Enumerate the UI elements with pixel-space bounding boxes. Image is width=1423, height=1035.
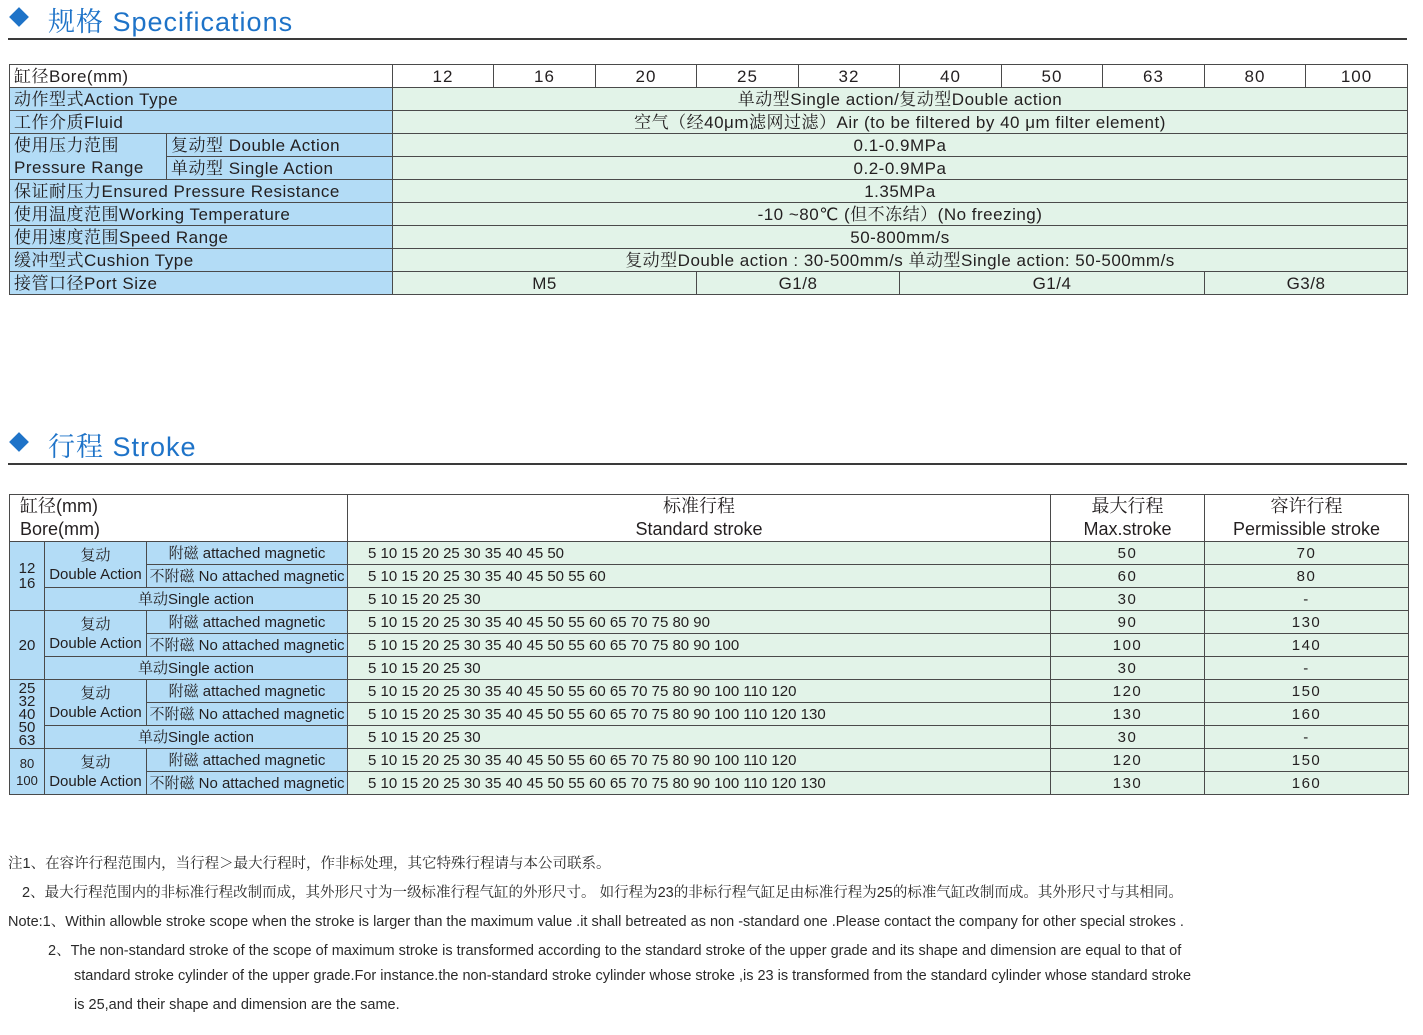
stroke-section-title: 行程 Stroke xyxy=(48,432,197,462)
note-cn-1: 注1、在容许行程范围内，当行程＞最大行程时，作非标处理，其它特殊行程请与本公司联系。 xyxy=(8,856,611,872)
permissible-stroke-cell: 150 xyxy=(1205,680,1409,703)
standard-stroke-cell: 5 10 15 20 25 30 xyxy=(348,726,1051,749)
double-action-cell: 复动 Double Action xyxy=(45,749,147,795)
note-en-1: Note:1、Within allowble stroke scope when the stroke is larger than the maximum value .it shall betreated as non -standard one .Please contact the company for other special strokes . xyxy=(8,914,1184,930)
permissible-stroke-cell: - xyxy=(1205,657,1409,680)
port-value: G3/8 xyxy=(1205,272,1408,295)
magnetic-label: 附磁 attached magnetic xyxy=(147,611,348,634)
pressure-label-cn: 使用压力范围 xyxy=(10,134,167,157)
standard-stroke-cell: 5 10 15 20 25 30 35 40 45 50 55 60 xyxy=(348,565,1051,588)
port-value: M5 xyxy=(393,272,697,295)
bore-cell: 12 16 xyxy=(10,542,45,611)
permissible-stroke-cell: 130 xyxy=(1205,611,1409,634)
standard-stroke-cell: 5 10 15 20 25 30 35 40 45 50 55 60 65 70 75 80 90 xyxy=(348,611,1051,634)
spec-row-pressure-double xyxy=(10,134,1408,157)
action-type-label: 动作型式Action Type xyxy=(10,88,393,111)
table-row xyxy=(10,772,1409,795)
bore-cell: 20 xyxy=(10,611,45,680)
table-row xyxy=(10,657,1409,680)
pressure-double-value: 0.1-0.9MPa xyxy=(393,134,1408,157)
stroke-table xyxy=(9,494,1409,795)
temperature-label: 使用温度范围Working Temperature xyxy=(10,203,393,226)
header-max-stroke: 最大行程 Max.stroke xyxy=(1051,495,1205,542)
diamond-bullet-icon xyxy=(9,7,29,27)
standard-stroke-cell: 5 10 15 20 25 30 35 40 45 50 55 60 65 70 75 80 90 100 110 120 xyxy=(348,680,1051,703)
permissible-stroke-cell: 160 xyxy=(1205,772,1409,795)
permissible-stroke-cell: 140 xyxy=(1205,634,1409,657)
spec-row-fluid xyxy=(10,111,1408,134)
note-en-2a: 2、The non-standard stroke of the scope of maximum stroke is transformed according to the standard stroke of the upper grade and its shape and dimension are equal to that of xyxy=(48,943,1182,959)
fluid-value: 空气（经40μm滤网过滤）Air (to be filtered by 40 μm filter element) xyxy=(393,111,1408,134)
max-stroke-cell: 130 xyxy=(1051,703,1205,726)
header-standard-stroke: 标准行程 Standard stroke xyxy=(348,495,1051,542)
header-bore: 缸径(mm) Bore(mm) xyxy=(10,495,348,542)
magnetic-label: 附磁 attached magnetic xyxy=(147,680,348,703)
ensured-value: 1.35MPa xyxy=(393,180,1408,203)
max-stroke-cell: 50 xyxy=(1051,542,1205,565)
max-stroke-cell: 130 xyxy=(1051,772,1205,795)
standard-stroke-cell: 5 10 15 20 25 30 35 40 45 50 55 60 65 70 75 80 90 100 110 120 xyxy=(348,749,1051,772)
stroke-section-header xyxy=(8,425,1407,465)
table-row xyxy=(10,588,1409,611)
permissible-stroke-cell: - xyxy=(1205,588,1409,611)
max-stroke-cell: 100 xyxy=(1051,634,1205,657)
bore-label: 缸径Bore(mm) xyxy=(10,65,393,88)
max-stroke-cell: 90 xyxy=(1051,611,1205,634)
spec-row-action-type xyxy=(10,88,1408,111)
max-stroke-cell: 30 xyxy=(1051,657,1205,680)
pressure-double-label: 复动型 Double Action xyxy=(167,134,393,157)
max-stroke-cell: 30 xyxy=(1051,726,1205,749)
bore-value: 100 xyxy=(1306,65,1408,88)
bore-cell: 80 100 xyxy=(10,749,45,795)
spec-row-port xyxy=(10,272,1408,295)
pressure-single-value: 0.2-0.9MPa xyxy=(393,157,1408,180)
bore-value: 63 xyxy=(1103,65,1205,88)
permissible-stroke-cell: 160 xyxy=(1205,703,1409,726)
pressure-single-label: 单动型 Single Action xyxy=(167,157,393,180)
magnetic-label: 附磁 attached magnetic xyxy=(147,749,348,772)
bore-value: 16 xyxy=(494,65,596,88)
port-value: G1/4 xyxy=(900,272,1205,295)
spec-section-title: 规格 Specifications xyxy=(48,7,294,37)
fluid-label: 工作介质Fluid xyxy=(10,111,393,134)
cushion-label: 缓冲型式Cushion Type xyxy=(10,249,393,272)
table-row xyxy=(10,542,1409,565)
port-value: G1/8 xyxy=(697,272,900,295)
diamond-bullet-icon xyxy=(9,432,29,452)
permissible-stroke-cell: - xyxy=(1205,726,1409,749)
spec-row-ensured xyxy=(10,180,1408,203)
bore-value: 25 xyxy=(697,65,799,88)
temperature-value: -10 ~80℃ (但不冻结）(No freezing) xyxy=(393,203,1408,226)
max-stroke-cell: 120 xyxy=(1051,680,1205,703)
pressure-label-en: Pressure Range xyxy=(10,157,167,180)
no-magnetic-label: 不附磁 No attached magnetic xyxy=(147,703,348,726)
max-stroke-cell: 120 xyxy=(1051,749,1205,772)
table-row xyxy=(10,703,1409,726)
single-action-label: 单动Single action xyxy=(45,657,348,680)
standard-stroke-cell: 5 10 15 20 25 30 35 40 45 50 55 60 65 70 75 80 90 100 110 120 130 xyxy=(348,703,1051,726)
bore-value: 32 xyxy=(799,65,900,88)
spec-row-bore xyxy=(10,65,1408,88)
spec-row-pressure-single xyxy=(10,157,1408,180)
table-row xyxy=(10,680,1409,703)
table-row xyxy=(10,749,1409,772)
bore-value: 50 xyxy=(1002,65,1103,88)
double-action-cell: 复动 Double Action xyxy=(45,611,147,657)
speed-value: 50-800mm/s xyxy=(393,226,1408,249)
bore-value: 20 xyxy=(596,65,697,88)
note-cn-2: 2、最大行程范围内的非标准行程改制而成，其外形尺寸为一级标准行程气缸的外形尺寸。 如行程为23的非标行程气缸足由标准行程为25的标准气缸改制而成。其外形尺寸与其相同。 xyxy=(22,885,1183,901)
permissible-stroke-cell: 150 xyxy=(1205,749,1409,772)
spec-table xyxy=(9,64,1408,295)
no-magnetic-label: 不附磁 No attached magnetic xyxy=(147,565,348,588)
double-action-cell: 复动 Double Action xyxy=(45,680,147,726)
table-row xyxy=(10,565,1409,588)
bore-value: 40 xyxy=(900,65,1002,88)
table-row xyxy=(10,634,1409,657)
standard-stroke-cell: 5 10 15 20 25 30 xyxy=(348,588,1051,611)
bore-cell: 25 32 40 50 63 xyxy=(10,680,45,749)
spec-row-cushion xyxy=(10,249,1408,272)
single-action-label: 单动Single action xyxy=(45,588,348,611)
double-action-cell: 复动 Double Action xyxy=(45,542,147,588)
action-type-value: 单动型Single action/复动型Double action xyxy=(393,88,1408,111)
permissible-stroke-cell: 70 xyxy=(1205,542,1409,565)
no-magnetic-label: 不附磁 No attached magnetic xyxy=(147,634,348,657)
spec-row-temperature xyxy=(10,203,1408,226)
table-row xyxy=(10,611,1409,634)
port-label: 接管口径Port Size xyxy=(10,272,393,295)
single-action-label: 单动Single action xyxy=(45,726,348,749)
note-en-2b: standard stroke cylinder of the upper grade.For instance.the non-standard stroke cylinder whose stroke ,is 23 is transformed from the standard cylinder whose standard stroke xyxy=(74,968,1192,984)
cushion-value: 复动型Double action : 30-500mm/s 单动型Single action: 50-500mm/s xyxy=(393,249,1408,272)
speed-label: 使用速度范围Speed Range xyxy=(10,226,393,249)
bore-value: 80 xyxy=(1205,65,1306,88)
bore-value: 12 xyxy=(393,65,494,88)
spec-row-speed xyxy=(10,226,1408,249)
standard-stroke-cell: 5 10 15 20 25 30 35 40 45 50 55 60 65 70 75 80 90 100 xyxy=(348,634,1051,657)
no-magnetic-label: 不附磁 No attached magnetic xyxy=(147,772,348,795)
max-stroke-cell: 30 xyxy=(1051,588,1205,611)
magnetic-label: 附磁 attached magnetic xyxy=(147,542,348,565)
header-permissible-stroke: 容许行程 Permissible stroke xyxy=(1205,495,1409,542)
spec-section-header xyxy=(8,0,1407,40)
permissible-stroke-cell: 80 xyxy=(1205,565,1409,588)
note-en-2c: is 25,and their shape and dimension are the same. xyxy=(74,997,400,1013)
stroke-header-row xyxy=(10,495,1409,542)
ensured-label: 保证耐压力Ensured Pressure Resistance xyxy=(10,180,393,203)
standard-stroke-cell: 5 10 15 20 25 30 xyxy=(348,657,1051,680)
standard-stroke-cell: 5 10 15 20 25 30 35 40 45 50 xyxy=(348,542,1051,565)
table-row xyxy=(10,726,1409,749)
max-stroke-cell: 60 xyxy=(1051,565,1205,588)
standard-stroke-cell: 5 10 15 20 25 30 35 40 45 50 55 60 65 70 75 80 90 100 110 120 130 xyxy=(348,772,1051,795)
